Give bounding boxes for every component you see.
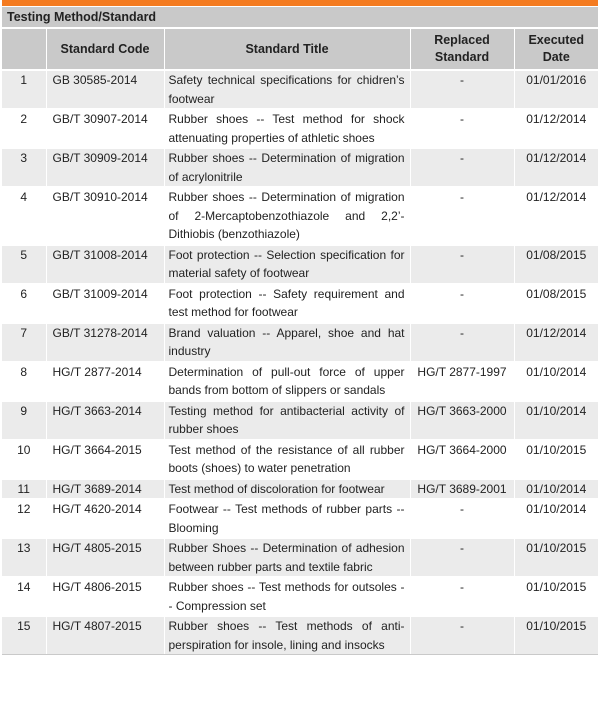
standard-code: HG/T 4807-2015 <box>46 616 164 654</box>
standard-code: GB 30585-2014 <box>46 70 164 109</box>
standard-code: GB/T 31008-2014 <box>46 245 164 284</box>
standard-title: Brand valuation -- Apparel, shoe and hat industry <box>164 323 410 362</box>
row-number: 7 <box>2 323 46 362</box>
table-row <box>2 323 598 362</box>
replaced-standard: - <box>410 538 514 577</box>
standard-title: Test method of discoloration for footwear <box>164 479 410 500</box>
row-number: 14 <box>2 577 46 616</box>
standard-code: HG/T 2877-2014 <box>46 362 164 401</box>
table-row <box>2 538 598 577</box>
table-body <box>2 70 598 654</box>
row-number: 3 <box>2 148 46 187</box>
row-number: 10 <box>2 440 46 479</box>
executed-date: 01/12/2014 <box>514 323 598 362</box>
executed-date: 01/10/2015 <box>514 440 598 479</box>
standard-code: HG/T 3664-2015 <box>46 440 164 479</box>
table-row <box>2 148 598 187</box>
table-row <box>2 616 598 654</box>
standard-code: HG/T 4805-2015 <box>46 538 164 577</box>
standard-title: Rubber shoes -- Determination of migration of acrylonitrile <box>164 148 410 187</box>
row-number: 12 <box>2 499 46 538</box>
table-row <box>2 245 598 284</box>
replaced-standard: - <box>410 577 514 616</box>
row-number: 9 <box>2 401 46 440</box>
standard-title: Foot protection -- Safety requirement and test method for footwear <box>164 284 410 323</box>
standard-title: Rubber shoes -- Test methods for outsoles -- Compression set <box>164 577 410 616</box>
row-number: 13 <box>2 538 46 577</box>
executed-date: 01/10/2014 <box>514 499 598 538</box>
replaced-standard: HG/T 3664-2000 <box>410 440 514 479</box>
executed-date: 01/01/2016 <box>514 70 598 109</box>
replaced-standard: HG/T 2877-1997 <box>410 362 514 401</box>
executed-date: 01/12/2014 <box>514 148 598 187</box>
row-number: 4 <box>2 187 46 245</box>
row-number: 5 <box>2 245 46 284</box>
table-row <box>2 577 598 616</box>
standard-title: Rubber shoes -- Determination of migration of 2-Mercaptobenzothiazole and 2,2’-Dithiobis (benzothiazole) <box>164 187 410 245</box>
col-header-executed-date: Executed Date <box>514 28 598 70</box>
standard-title: Rubber Shoes -- Determination of adhesion between rubber parts and textile fabric <box>164 538 410 577</box>
executed-date: 01/10/2014 <box>514 479 598 500</box>
table-row <box>2 499 598 538</box>
standards-table <box>2 27 598 654</box>
standard-title: Rubber shoes -- Test methods of anti-perspiration for insole, lining and insocks <box>164 616 410 654</box>
replaced-standard: HG/T 3663-2000 <box>410 401 514 440</box>
replaced-standard: - <box>410 148 514 187</box>
table-row <box>2 109 598 148</box>
standard-title: Footwear -- Test methods of rubber parts -- Blooming <box>164 499 410 538</box>
row-number: 15 <box>2 616 46 654</box>
row-number: 2 <box>2 109 46 148</box>
executed-date: 01/10/2015 <box>514 577 598 616</box>
table-row <box>2 70 598 109</box>
replaced-standard: - <box>410 70 514 109</box>
standard-code: HG/T 3663-2014 <box>46 401 164 440</box>
standard-title: Safety technical specifications for chidren’s footwear <box>164 70 410 109</box>
standard-code: HG/T 4620-2014 <box>46 499 164 538</box>
row-number: 8 <box>2 362 46 401</box>
replaced-standard: - <box>410 616 514 654</box>
standard-code: GB/T 31009-2014 <box>46 284 164 323</box>
section-title: Testing Method/Standard <box>2 6 598 27</box>
standard-title: Rubber shoes -- Test method for shock attenuating properties of athletic shoes <box>164 109 410 148</box>
replaced-standard: - <box>410 499 514 538</box>
replaced-standard: - <box>410 187 514 245</box>
standards-table-panel <box>2 0 598 655</box>
col-header-standard-code: Standard Code <box>46 28 164 70</box>
standard-code: HG/T 4806-2015 <box>46 577 164 616</box>
standard-code: GB/T 31278-2014 <box>46 323 164 362</box>
replaced-standard: HG/T 3689-2001 <box>410 479 514 500</box>
row-number: 1 <box>2 70 46 109</box>
executed-date: 01/10/2015 <box>514 538 598 577</box>
row-number: 6 <box>2 284 46 323</box>
replaced-standard: - <box>410 323 514 362</box>
executed-date: 01/12/2014 <box>514 187 598 245</box>
replaced-standard: - <box>410 245 514 284</box>
table-row <box>2 284 598 323</box>
table-bottom-rule <box>2 654 598 655</box>
standard-code: GB/T 30910-2014 <box>46 187 164 245</box>
row-number: 11 <box>2 479 46 500</box>
executed-date: 01/12/2014 <box>514 109 598 148</box>
col-header-standard-title: Standard Title <box>164 28 410 70</box>
table-row <box>2 440 598 479</box>
executed-date: 01/08/2015 <box>514 245 598 284</box>
table-header-row <box>2 28 598 70</box>
standard-title: Test method of the resistance of all rubber boots (shoes) to water penetration <box>164 440 410 479</box>
replaced-standard: - <box>410 284 514 323</box>
standard-code: GB/T 30907-2014 <box>46 109 164 148</box>
table-row <box>2 187 598 245</box>
executed-date: 01/10/2015 <box>514 616 598 654</box>
standard-title: Determination of pull-out force of upper bands from bottom of slippers or sandals <box>164 362 410 401</box>
executed-date: 01/10/2014 <box>514 401 598 440</box>
col-header-number <box>2 28 46 70</box>
table-row <box>2 362 598 401</box>
replaced-standard: - <box>410 109 514 148</box>
standard-title: Foot protection -- Selection specification for material safety of footwear <box>164 245 410 284</box>
table-row <box>2 479 598 500</box>
standard-code: HG/T 3689-2014 <box>46 479 164 500</box>
executed-date: 01/10/2014 <box>514 362 598 401</box>
executed-date: 01/08/2015 <box>514 284 598 323</box>
col-header-replaced-standard: Replaced Standard <box>410 28 514 70</box>
table-row <box>2 401 598 440</box>
standard-code: GB/T 30909-2014 <box>46 148 164 187</box>
standard-title: Testing method for antibacterial activity of rubber shoes <box>164 401 410 440</box>
